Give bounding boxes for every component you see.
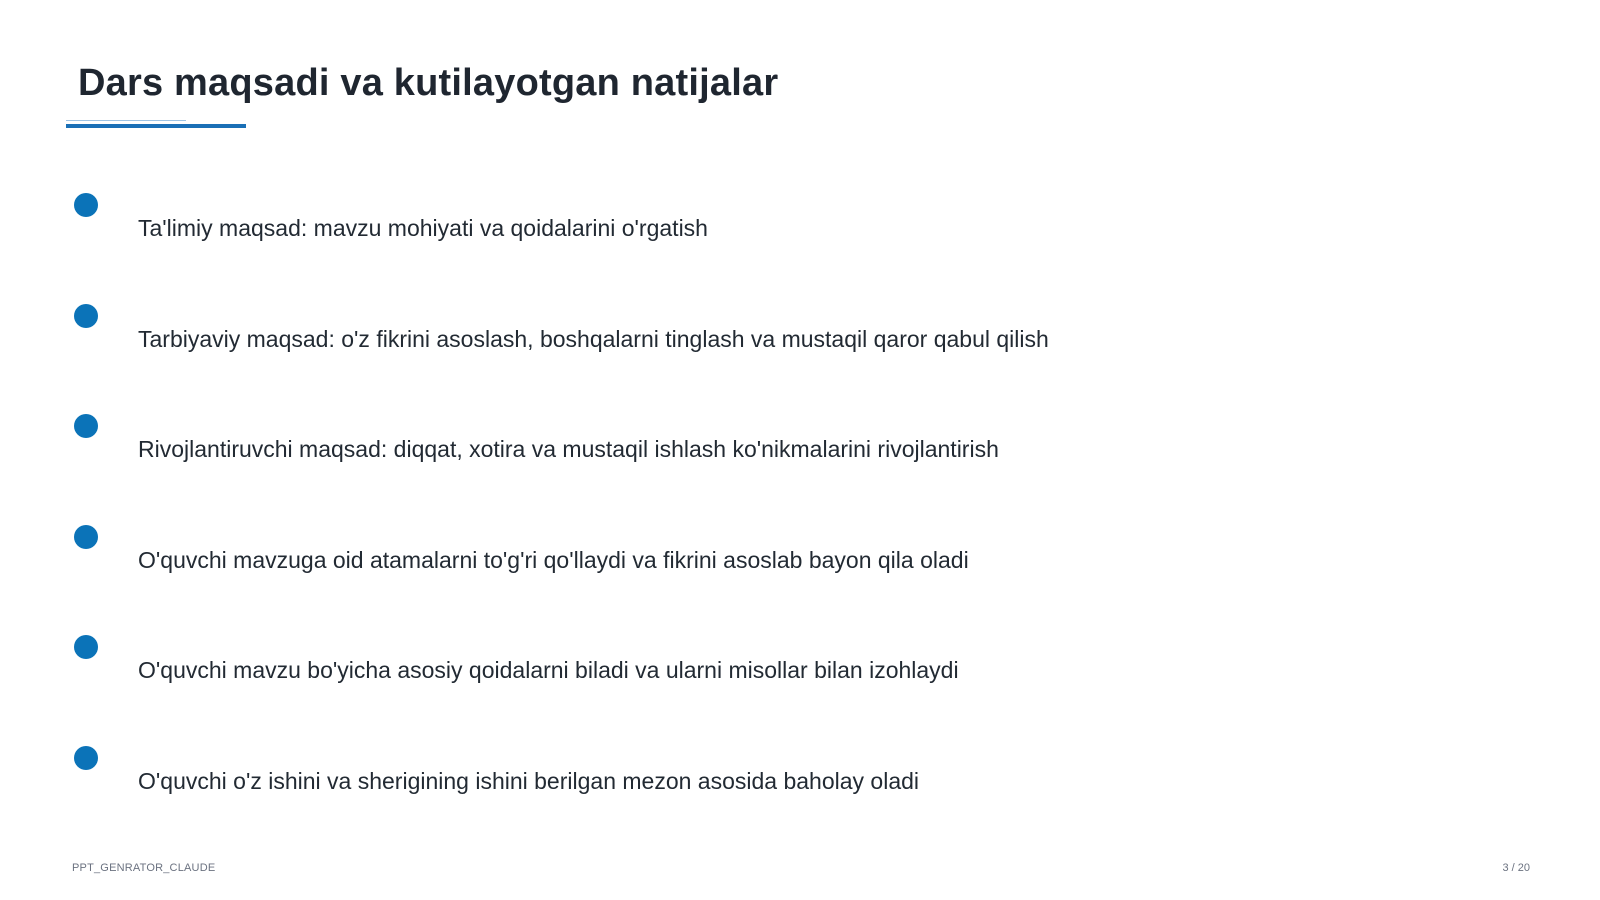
bullet-item	[0, 193, 1400, 253]
bullet-dot-icon	[74, 635, 98, 659]
bullet-item	[0, 635, 1400, 695]
title-underline	[66, 124, 246, 128]
bullet-dot-icon	[74, 193, 98, 217]
bullet-item	[0, 304, 1400, 364]
footer-source: PPT_GENRATOR_CLAUDE	[72, 862, 216, 874]
bullet-item	[0, 525, 1400, 585]
bullet-text: O'quvchi mavzu bo'yicha asosiy qoidalarni biladi va ularni misollar bilan izohlaydi	[138, 657, 959, 683]
bullet-item	[0, 414, 1400, 474]
slide-title: Dars maqsadi va kutilayotgan natijalar	[78, 62, 779, 104]
bullet-text: Tarbiyaviy maqsad: o'z fikrini asoslash, boshqalarni tinglash va mustaqil qaror qabul qilish	[138, 326, 1049, 352]
bullet-text: O'quvchi mavzuga oid atamalarni to'g'ri qo'llaydi va fikrini asoslab bayon qila oladi	[138, 547, 969, 573]
page-number: 3 / 20	[1502, 862, 1530, 874]
bullet-item	[0, 746, 1400, 806]
bullet-dot-icon	[74, 525, 98, 549]
bullet-text: Rivojlantiruvchi maqsad: diqqat, xotira va mustaqil ishlash ko'nikmalarini rivojlantirish	[138, 436, 999, 462]
bullet-dot-icon	[74, 414, 98, 438]
title-underline-accent	[66, 120, 186, 121]
bullet-dot-icon	[74, 304, 98, 328]
bullet-dot-icon	[74, 746, 98, 770]
bullet-text: O'quvchi o'z ishini va sherigining ishini berilgan mezon asosida baholay oladi	[138, 768, 920, 794]
bullet-text: Ta'limiy maqsad: mavzu mohiyati va qoidalarini o'rgatish	[138, 215, 708, 241]
